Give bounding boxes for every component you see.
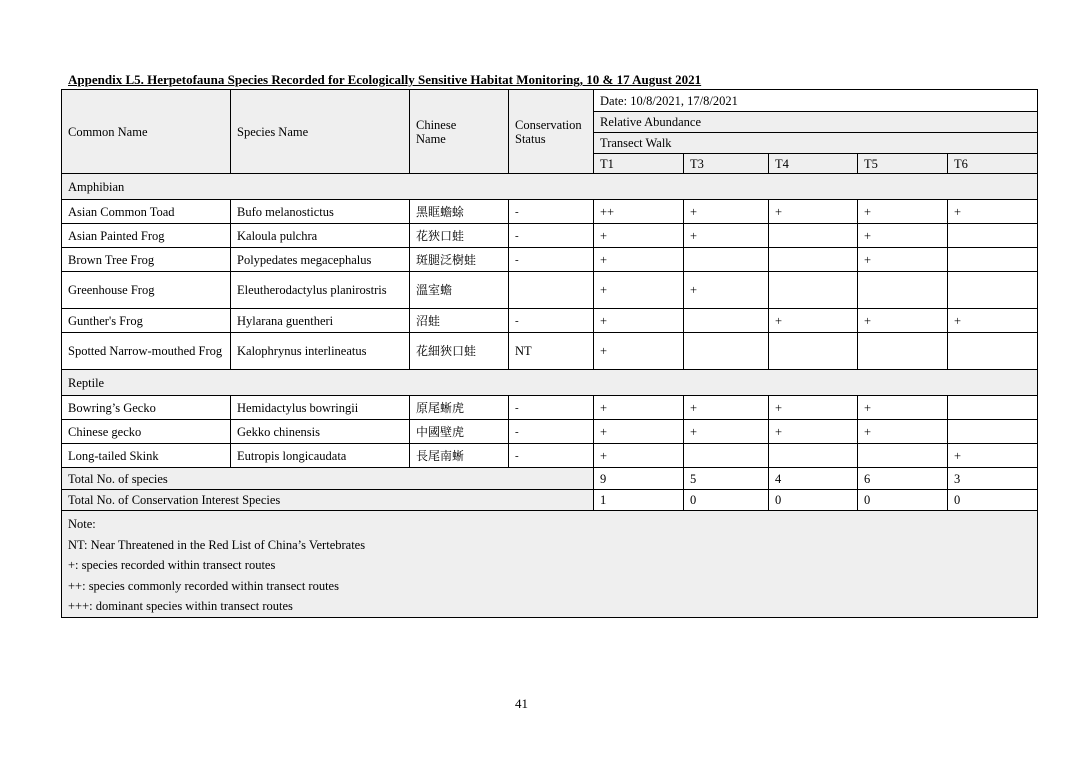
- abundance-cell-t6: [948, 420, 1038, 444]
- common-name-cell: Spotted Narrow-mouthed Frog: [62, 333, 231, 370]
- total-conservation-row-value: 1: [594, 490, 684, 511]
- abundance-cell-t5: [858, 272, 948, 309]
- species-name-cell: Eutropis longicaudata: [231, 444, 410, 468]
- note-line: +++: dominant species within transect routes: [68, 599, 293, 613]
- header-date: Date: 10/8/2021, 17/8/2021: [594, 90, 1038, 112]
- header-common-name: Common Name: [62, 90, 231, 174]
- conservation-status-cell: -: [509, 224, 594, 248]
- total-conservation-row: [62, 490, 1038, 511]
- table-row: [62, 420, 1038, 444]
- header-conservation-line1: Conservation: [515, 117, 582, 132]
- page-number: 41: [515, 696, 528, 711]
- abundance-cell-t1: +: [594, 309, 684, 333]
- conservation-status-cell: -: [509, 396, 594, 420]
- common-name-cell: Greenhouse Frog: [62, 272, 231, 309]
- header-transect-t4: T4: [769, 154, 858, 174]
- conservation-status-cell: -: [509, 420, 594, 444]
- abundance-cell-t6: [948, 333, 1038, 370]
- group-label: Amphibian: [62, 174, 1038, 200]
- total-species-row-value: 3: [948, 468, 1038, 490]
- abundance-cell-t5: +: [858, 224, 948, 248]
- conservation-status-cell: -: [509, 309, 594, 333]
- abundance-cell-t1: +: [594, 224, 684, 248]
- abundance-cell-t1: ++: [594, 200, 684, 224]
- abundance-cell-t3: [684, 333, 769, 370]
- table-row: [62, 224, 1038, 248]
- abundance-cell-t3: +: [684, 420, 769, 444]
- abundance-cell-t4: [769, 248, 858, 272]
- note-line: ++: species commonly recorded within transect routes: [68, 578, 339, 593]
- total-species-row-label: Total No. of species: [62, 468, 594, 490]
- abundance-cell-t3: +: [684, 396, 769, 420]
- total-species-row-value: 4: [769, 468, 858, 490]
- abundance-cell-t5: [858, 444, 948, 468]
- chinese-name-cell: 長尾南蜥: [410, 444, 509, 468]
- group-row: [62, 370, 1038, 396]
- conservation-status-cell: -: [509, 444, 594, 468]
- header-transect-t3: T3: [684, 154, 769, 174]
- header-chinese-name: [410, 90, 509, 174]
- note-line: +: species recorded within transect routes: [68, 558, 276, 572]
- abundance-cell-t4: +: [769, 309, 858, 333]
- total-conservation-row-value: 0: [684, 490, 769, 511]
- abundance-cell-t6: [948, 224, 1038, 248]
- abundance-cell-t4: [769, 444, 858, 468]
- common-name-cell: Brown Tree Frog: [62, 248, 231, 272]
- total-species-row-value: 6: [858, 468, 948, 490]
- abundance-cell-t3: [684, 309, 769, 333]
- total-conservation-row-value: 0: [948, 490, 1038, 511]
- abundance-cell-t6: +: [948, 444, 1038, 468]
- abundance-cell-t3: +: [684, 272, 769, 309]
- header-chinese-name-line1: Chinese: [416, 117, 457, 132]
- abundance-cell-t3: [684, 444, 769, 468]
- abundance-cell-t4: [769, 224, 858, 248]
- chinese-name-cell: 黑眶蟾蜍: [410, 200, 509, 224]
- total-conservation-row-value: 0: [769, 490, 858, 511]
- table-row: [62, 444, 1038, 468]
- header-transect-t1: T1: [594, 154, 684, 174]
- header-relative-abundance: Relative Abundance: [594, 112, 1038, 133]
- abundance-cell-t5: +: [858, 309, 948, 333]
- abundance-cell-t1: +: [594, 396, 684, 420]
- chinese-name-cell: 中國壁虎: [410, 420, 509, 444]
- header-transect-walk: Transect Walk: [594, 133, 1038, 154]
- total-species-row-value: 9: [594, 468, 684, 490]
- common-name-cell: Chinese gecko: [62, 420, 231, 444]
- abundance-cell-t6: +: [948, 200, 1038, 224]
- table-row: [62, 309, 1038, 333]
- note-line: NT: Near Threatened in the Red List of China’s Vertebrates: [68, 537, 366, 552]
- herpetofauna-table: [61, 89, 1038, 618]
- table-row: [62, 333, 1038, 370]
- abundance-cell-t5: +: [858, 200, 948, 224]
- abundance-cell-t4: +: [769, 396, 858, 420]
- abundance-cell-t1: +: [594, 333, 684, 370]
- species-name-cell: Hemidactylus bowringii: [231, 396, 410, 420]
- common-name-cell: Gunther's Frog: [62, 309, 231, 333]
- note-heading: Note:: [68, 517, 96, 531]
- chinese-name-cell: 花細狹口蛙: [410, 333, 509, 370]
- header-transect-t6: T6: [948, 154, 1038, 174]
- chinese-name-cell: 原尾蜥虎: [410, 396, 509, 420]
- abundance-cell-t5: +: [858, 396, 948, 420]
- abundance-cell-t3: [684, 248, 769, 272]
- notes-row: [62, 511, 1038, 618]
- abundance-cell-t4: [769, 333, 858, 370]
- abundance-cell-t3: +: [684, 224, 769, 248]
- abundance-cell-t1: +: [594, 272, 684, 309]
- abundance-cell-t3: +: [684, 200, 769, 224]
- abundance-cell-t6: +: [948, 309, 1038, 333]
- group-label: Reptile: [62, 370, 1038, 396]
- abundance-cell-t4: +: [769, 420, 858, 444]
- header-chinese-name-line2: Name: [416, 131, 446, 146]
- total-species-row: [62, 468, 1038, 490]
- species-name-cell: Gekko chinensis: [231, 420, 410, 444]
- species-name-cell: Polypedates megacephalus: [231, 248, 410, 272]
- species-name-cell: Eleutherodactylus planirostris: [231, 272, 410, 309]
- abundance-cell-t6: [948, 396, 1038, 420]
- species-name-cell: Hylarana guentheri: [231, 309, 410, 333]
- abundance-cell-t1: +: [594, 248, 684, 272]
- table-row: [62, 272, 1038, 309]
- chinese-name-cell: 溫室蟾: [410, 272, 509, 309]
- total-species-row-value: 5: [684, 468, 769, 490]
- abundance-cell-t6: [948, 272, 1038, 309]
- common-name-cell: Asian Painted Frog: [62, 224, 231, 248]
- common-name-cell: Long-tailed Skink: [62, 444, 231, 468]
- chinese-name-cell: 斑腿泛樹蛙: [410, 248, 509, 272]
- chinese-name-cell: 花狹口蛙: [410, 224, 509, 248]
- header-conservation-status: [509, 90, 594, 174]
- header-transect-t5: T5: [858, 154, 948, 174]
- table-row: [62, 200, 1038, 224]
- table-row: [62, 396, 1038, 420]
- abundance-cell-t4: +: [769, 200, 858, 224]
- total-conservation-row-label: Total No. of Conservation Interest Species: [62, 490, 594, 511]
- abundance-cell-t6: [948, 248, 1038, 272]
- conservation-status-cell: [509, 272, 594, 309]
- conservation-status-cell: -: [509, 248, 594, 272]
- abundance-cell-t4: [769, 272, 858, 309]
- notes-cell: [62, 511, 1038, 618]
- species-name-cell: Kalophrynus interlineatus: [231, 333, 410, 370]
- common-name-cell: Bowring’s Gecko: [62, 396, 231, 420]
- abundance-cell-t1: +: [594, 444, 684, 468]
- abundance-cell-t5: +: [858, 420, 948, 444]
- total-conservation-row-value: 0: [858, 490, 948, 511]
- conservation-status-cell: NT: [509, 333, 594, 370]
- header-conservation-line2: Status: [515, 131, 546, 146]
- conservation-status-cell: -: [509, 200, 594, 224]
- table-row: [62, 248, 1038, 272]
- species-name-cell: Bufo melanostictus: [231, 200, 410, 224]
- common-name-cell: Asian Common Toad: [62, 200, 231, 224]
- abundance-cell-t5: [858, 333, 948, 370]
- chinese-name-cell: 沼蛙: [410, 309, 509, 333]
- header-species-name: Species Name: [231, 90, 410, 174]
- group-row: [62, 174, 1038, 200]
- abundance-cell-t1: +: [594, 420, 684, 444]
- table-title: Appendix L5. Herpetofauna Species Recorded for Ecologically Sensitive Habitat Monitoring, 10 & 17 August 2021: [68, 72, 702, 87]
- abundance-cell-t5: +: [858, 248, 948, 272]
- species-name-cell: Kaloula pulchra: [231, 224, 410, 248]
